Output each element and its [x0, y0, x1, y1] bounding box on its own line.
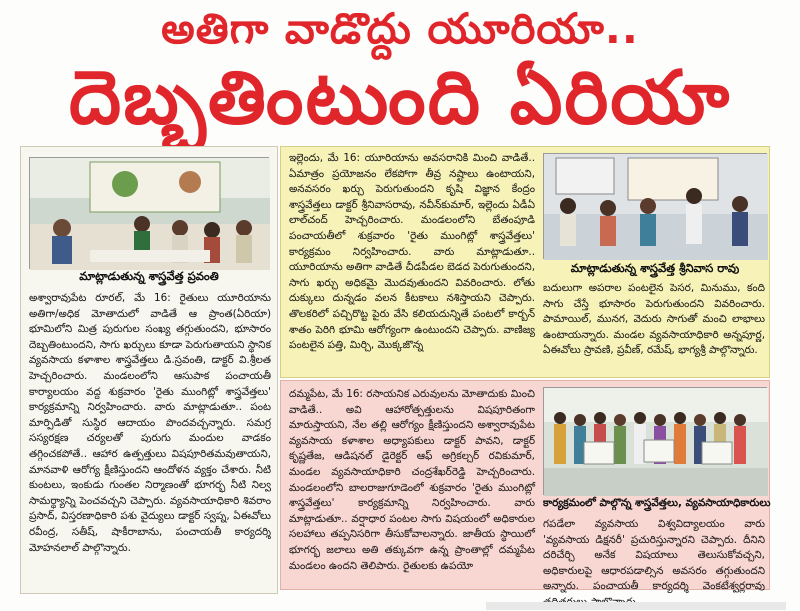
bottom-story-photo — [543, 387, 767, 495]
top-photo-caption: మాట్లాడుతున్న శాస్త్రవేత్త శ్రీనివాస రావు — [570, 261, 740, 275]
bottom-story-body: దమ్మపేట, మే 16: రసాయనిక ఎరువులను మోతాదుకు మించి వాడితే.. అవి ఆహారోత్పత్తులను విషపూరితంగా మారుస్తాయని, నేల తల్లి ఆరోగ్యం క్షీణిస్తుందని అశ్వారావుపేట వ్యవసాయ కళాశాల అధ్యాపకులు డాక్టర్‌ పావని, డాక్టర్‌ కృష్ణతేజ, ఆడిషనల్‌ డైరెక్టర్‌ ఆఫ్‌ అగ్రికల్చర్‌ రవికుమార్‌, మండల వ్యవసాయాధికారి చంద్రశేఖర్‌రెడ్డి హెచ్చరించారు. మండలంలోని బాలరాజుగూడెంలో శుక్రవారం 'రైతు ముంగిట్లో శాస్త్రవేత్తలు' కార్యక్రమాన్ని నిర్వహించారు. వారు మాట్లాడుతూ.. వర్షాధార పంటల సాగు విషయంలో అధికారుల సలహాలు తప్పనిసరిగా తీసుకోవాలన్నారు. జాతీయ స్థాయిలో భూగర్భ జలాలు అతి తక్కువగా ఉన్న ప్రాంతాల్లో దమ్మపేట మండలం ఉందని తెలిపారు. రైతులకు ఉపయో — [289, 388, 535, 572]
top-story — [280, 146, 770, 378]
group-photo-image — [544, 388, 768, 496]
scientist-photo-image — [544, 154, 768, 260]
next-article-strip — [486, 602, 786, 610]
top-story-body: ఇల్లెందు, మే 16: యూరియాను అవసరానికి మించి వాడితే.. ఏమాత్రం ప్రయోజనం లేకపోగా తీవ్ర నష్టాలు ఉంటాయని, అనవసరం ఖర్చు పెరుగుతుందని కృషి విజ్ఞాన కేంద్రం శాస్త్రవేత్తలు డాక్టర్‌ శ్రీనివాసరావు, నవీన్‌కుమార్‌, ఇల్లెందు ఏడీఏ లాల్‌చంద్‌ హెచ్చరించారు. మండలంలోని బేతంపూడి పంచాయతీలో శుక్రవారం 'రైతు ముంగిట్లో శాస్త్రవేత్తలు' కార్యక్రమం నిర్వహించారు. వారు మాట్లాడుతూ.. యూరియాను అతిగా వాడితే చీడపీడల బెడద పెరుగుతుందని, సాగు ఖర్చు అధికమై మొదవుతుందని వివరించారు. లోతు దుక్కులు దున్నడం వలన కీటకాలు నశిస్తాయని చెప్పారు. తొలకరిలో పచ్చిరొట్ట పైరు వేసి కలియదున్నితే పంటలో కార్బన్‌ శాతం పెరిగి భూమి ఆరోగ్యంగా ఉంటుందని చెప్పారు. వాణిజ్య పంటలైన పత్తి, మిర్చి, మొక్కజొన్న — [289, 152, 535, 352]
top-story-body-continued: బదులుగా అపరాల పంటలైన పెసర, మినుము, కంది సాగు చేస్తే భూసారం పెరుగుతుందని వివరించారు. పామాయిల్‌, మునగ, వెదురు సాగుతో మంచి లాభాలు ఉంటాయన్నారు. మండల వ్యవసాయాధికారి అన్నపూర్ణ, ఏఈవోలు స్రావణి, ప్రవీణ్‌, రమేష్‌, భాగ్యశ్రీ పాల్గొన్నారు. — [543, 282, 765, 357]
bottom-photo-caption: కార్యక్రమంలో పాల్గొన్న శాస్త్రవేత్తలు, వ్యవసాయాధికారులు — [543, 497, 771, 509]
top-story-photo — [543, 153, 767, 259]
headline-line-1: అతిగా వాడొద్దు యూరియా.. — [161, 4, 639, 53]
left-story-body: అశ్వారావుపేట రూరల్‌, మే 16: రైతులు యూరియాను అతిగా/అధిక మోతాదులో వాడితే ఆ ప్రాంత(ఏరియా) భూమిలోని మిత్ర పురుగుల సంఖ్య తగ్గుతుందని, భూసారం దెబ్బతింటుందని, సాగు ఖర్చులు కూడా పెరుగుతాయని స్థానిక వ్యవసాయ కళాశాల శాస్త్రవేత్తలు డి.స్రవంతి, డాక్టర్‌ వి.శ్రీలత హెచ్చరించారు. మండలంలోని ఆసుపాక పంచాయతీ కార్యాలయం వద్ద శుక్రవారం 'రైతు ముంగిట్లో శాస్త్రవేత్తలు' కార్యక్రమాన్ని నిర్వహించారు. వారు మాట్లాడుతూ.. పంట మార్పిడితో సుస్థిర ఆదాయం పొందవచ్చన్నారు. సమగ్ర సస్యరక్షణ చర్యలతో పురుగు మందుల వాడకం తగ్గించకపోతే.. ఆహార ఉత్పత్తులు విషపూరితమవుతాయని, మానవాళి ఆరోగ్య క్షీణిస్తుందని ఆందోళన వ్యక్తం చేశారు. నీటి కుంటలు, ఇంకుడు గుంతల నిర్మాణంతో భూగర్భ నీటి నిల్వ సామర్థ్యాన్ని పెంచవచ్చని చెప్పారు. వ్యవసాయాధికారి శివరాం ప్రసాద్‌, విస్తరణాధికారి పశు వైద్యులు డాక్టర్‌ స్వప్న, ఏఈవోలు రవీంద్ర, సతీష్‌, షాకీరాబాను, పంచాయతీ కార్యదర్శి మోహనలాల్‌ పాల్గొన్నారు. — [29, 292, 271, 554]
meeting-photo-image — [30, 158, 270, 270]
left-photo-caption: మాట్లాడుతున్న శాస్త్రవేత్త ప్రవంతి — [79, 269, 219, 283]
bottom-story-body-continued: గపడేలా వ్యవసాయ విశ్వవిద్యాలయం వారు 'వ్యవసాయ డిక్షనరీ' ప్రచురిస్తున్నారని చెప్పారు. దీనిని దరిచేర్చి అనేక విషయాలు తెలుసుకోవచ్చని, అధికారులపై ఆధారపడాల్సిన అవసరం తగ్గుతుందని అన్నారు. పంచాయతీ కార్యదర్శి వెంకటేశ్వర్లరావు — [543, 518, 765, 593]
left-story — [20, 146, 278, 594]
bottom-story — [280, 380, 771, 593]
headline-line-2: దెబ్బతింటుంది ఏరియా — [68, 55, 732, 141]
left-story-photo — [29, 157, 269, 269]
